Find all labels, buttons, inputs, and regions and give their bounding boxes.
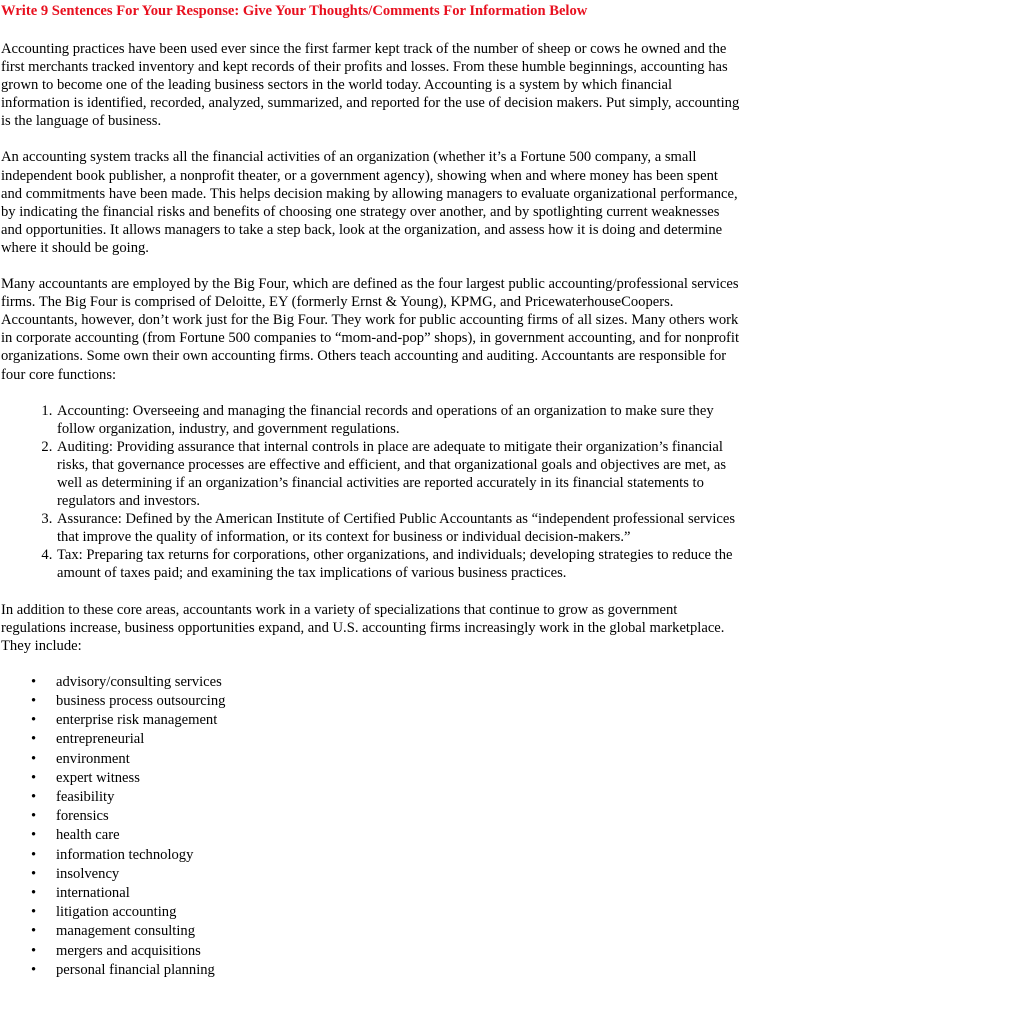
list-item: • enterprise risk management	[56, 711, 740, 730]
list-item: • forensics	[56, 807, 740, 826]
list-item: • personal financial planning	[56, 961, 740, 980]
list-item: • insolvency	[56, 865, 740, 884]
instruction-heading: Write 9 Sentences For Your Response: Give Your Thoughts/Comments For Information Below	[1, 3, 588, 19]
list-item: • environment	[56, 750, 740, 769]
list-item: • business process outsourcing	[56, 692, 740, 711]
list-item: 2. Auditing: Providing assurance that internal controls in place are adequate to mitigate their organization’s financial risks, that governance processes are effective and efficient, and that organizational goals and objectives are met, as well as determining if an organization’s financial activities are reported accurately in its financial statements to regulators and investors.	[56, 438, 740, 510]
list-item: • international	[56, 884, 740, 903]
list-item: • management consulting	[56, 922, 740, 941]
list-item: 1. Accounting: Overseeing and managing the financial records and operations of an organization to make sure they follow organization, industry, and government regulations.	[56, 402, 740, 438]
list-item: • information technology	[56, 846, 740, 865]
list-item: • expert witness	[56, 769, 740, 788]
list-item: • health care	[56, 826, 740, 845]
specializations-list	[1, 673, 740, 980]
list-item: • feasibility	[56, 788, 740, 807]
paragraph-intro: Accounting practices have been used ever since the first farmer kept track of the number of sheep or cows he owned and the first merchants tracked inventory and kept records of their profits and losses. From these humble beginnings, accounting has grown to become one of the leading business sectors in the world today. Accounting is a system by which financial information is identified, recorded, analyzed, summarized, and reported for the use of decision makers. Put simply, accounting is the language of business.	[1, 41, 740, 130]
paragraph-specializations-intro: In addition to these core areas, accountants work in a variety of specializations that continue to grow as government regulations increase, business opportunities expand, and U.S. accounting firms increasingly work in the global marketplace. They include:	[1, 601, 725, 654]
paragraph-big-four: Many accountants are employed by the Big Four, which are defined as the four largest public accounting/professional services firms. The Big Four is comprised of Deloitte, EY (formerly Ernst & Young), KPMG, and PricewaterhouseCoopers. Accountants, however, don’t work just for the Big Four. They work for public accounting firms of all sizes. Many others work in corporate accounting (from Fortune 500 companies to “mom-and-pop” shops), in government accounting, and for nonprofit organizations. Some own their own accounting firms. Others teach accounting and auditing. Accountants are responsible for four core functions:	[1, 276, 740, 383]
core-functions-list	[1, 402, 740, 583]
list-item: 4. Tax: Preparing tax returns for corporations, other organizations, and individuals; developing strategies to reduce the amount of taxes paid; and examining the tax implications of various business practices.	[56, 546, 740, 582]
paragraph-accounting-system: An accounting system tracks all the financial activities of an organization (whether it’s a Fortune 500 company, a small independent book publisher, a nonprofit theater, or a government agency), showing when and where money has been spent and commitments have been made. This helps decision making by allowing managers to evaluate organizational performance, by indicating the financial risks and benefits of choosing one strategy over another, and by spotlighting current weaknesses and opportunities. It allows managers to take a step back, look at the organization, and assess how it is doing and determine where it should be going.	[1, 149, 738, 256]
list-item: • entrepreneurial	[56, 730, 740, 749]
list-item: • litigation accounting	[56, 903, 740, 922]
list-item: 3. Assurance: Defined by the American Institute of Certified Public Accountants as “independent professional services that improve the quality of information, or its context for business or individual decision-makers.”	[56, 510, 740, 546]
list-item: • advisory/consulting services	[56, 673, 740, 692]
list-item: • mergers and acquisitions	[56, 942, 740, 961]
